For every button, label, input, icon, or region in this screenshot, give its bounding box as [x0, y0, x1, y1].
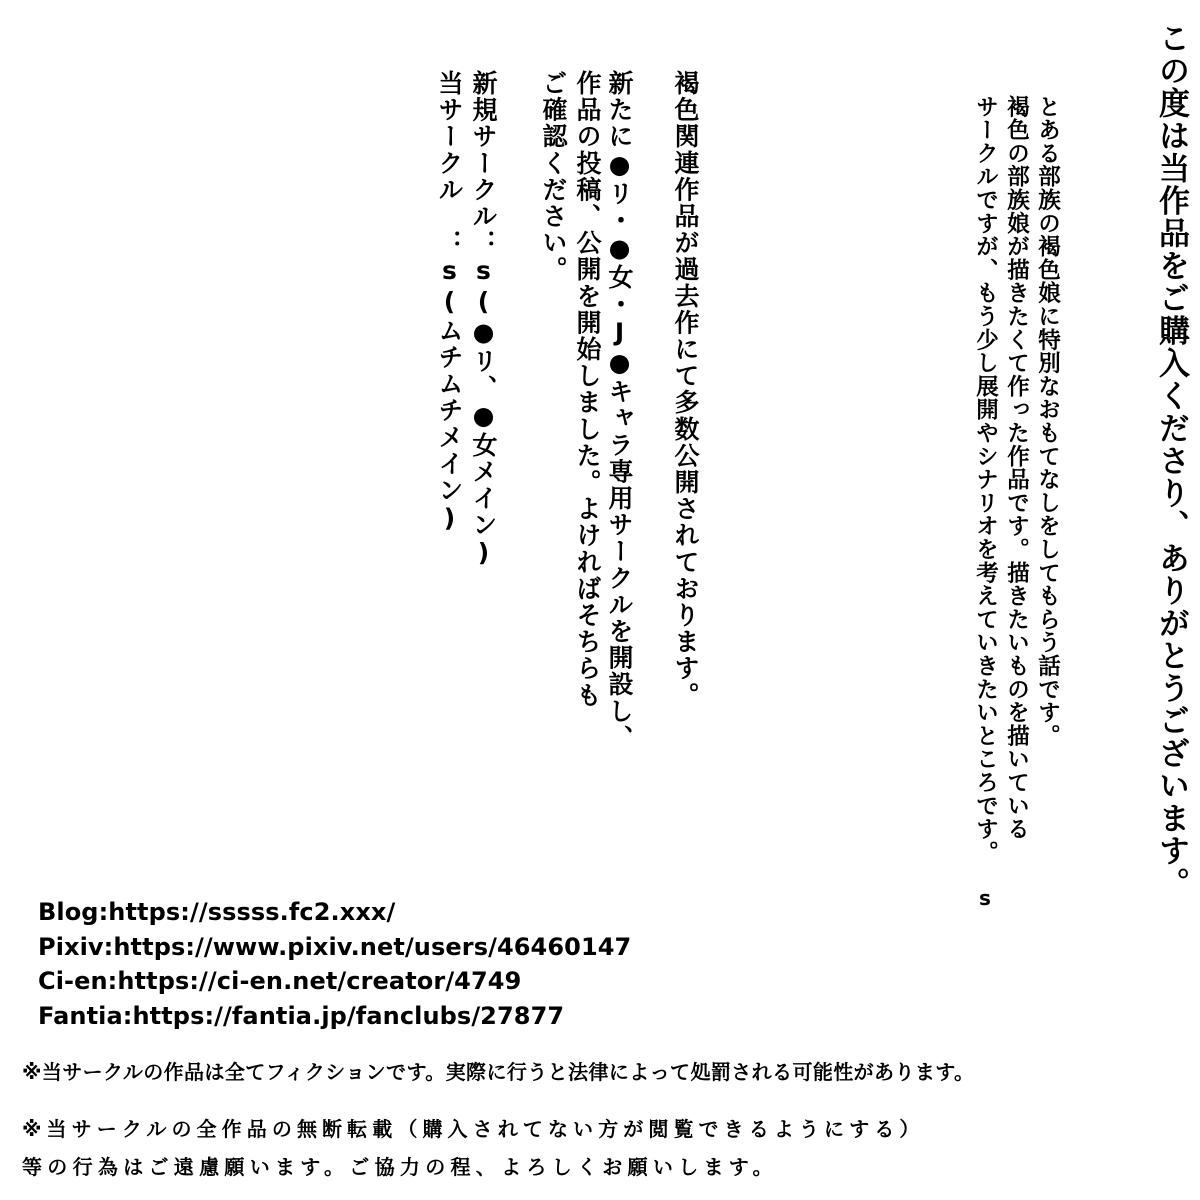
redistribution-notice-line-2: 等の行為はご遠慮願います。ご協力の程、よろしくお願いします。	[22, 1155, 778, 1179]
description-line-3: サークルですが、もう少し展開やシナリオを考えていきたいところです。	[972, 95, 999, 864]
ci-en-link[interactable]: Ci-en:https://ci-en.net/creator/4749	[38, 967, 522, 995]
new-circle-line: 新規サークル：s(●リ、●女メイン)	[469, 70, 498, 569]
links-list	[38, 895, 631, 1033]
blog-link[interactable]: Blog:https://sssss.fc2.xxx/	[38, 898, 396, 926]
fantia-link[interactable]: Fantia:https://fantia.jp/fanclubs/27877	[38, 1001, 565, 1030]
this-circle-line: 当サークル ：s(ムチムチメイン)	[435, 70, 464, 535]
description-line-2: 褐色の部族娘が描きたくて作った作品です。描きたいものを描いている	[1003, 95, 1030, 841]
announcement-line-2: 新たに●リ・●女・J●キャラ専用サークルを開設し、	[605, 70, 634, 751]
announcement-line-1: 褐色関連作品が過去作にて多数公開されております。	[671, 70, 700, 709]
announcement-line-4: ご確認ください。	[539, 70, 568, 283]
announcement-line-3: 作品の投稿、公開を開始しました。よければそちらも	[573, 70, 602, 709]
fiction-notice: ※当サークルの作品は全てフィクションです。実際に行うと法律によって処罰される可能性があります。	[22, 1060, 975, 1084]
pixiv-link[interactable]: Pixiv:https://www.pixiv.net/users/46460147	[38, 932, 632, 961]
author-signature: s	[979, 886, 991, 910]
redistribution-notice-line-1: ※当サークルの全作品の無断転載（購入されてない方が閲覧できるようにする）	[22, 1117, 925, 1141]
thanks-message: この度は当作品をご購入くださり、ありがとうございます。	[1153, 22, 1189, 900]
description-line-1: とある部族の褐色娘に特別なおもてなしをしてもらう話です。	[1034, 95, 1061, 748]
